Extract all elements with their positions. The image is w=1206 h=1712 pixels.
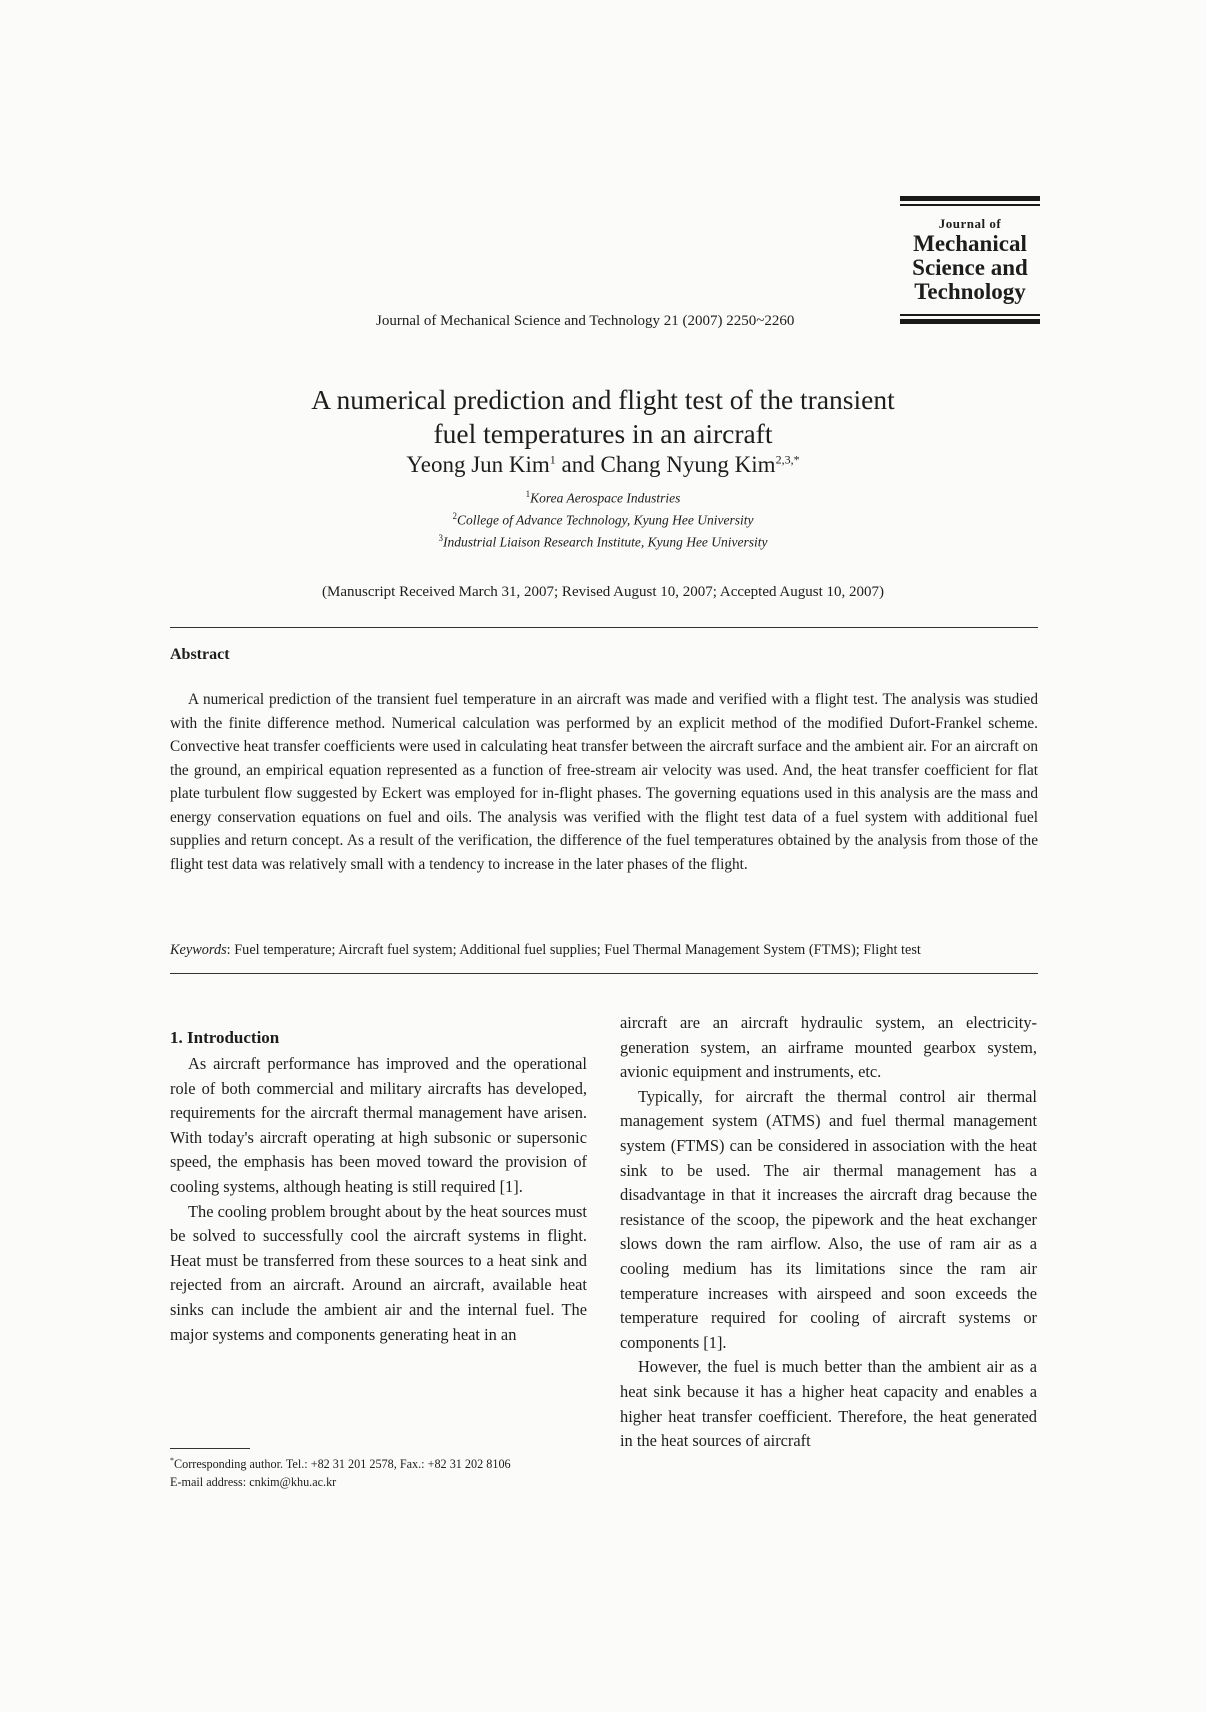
author-list [120,452,1086,478]
abstract-heading: Abstract [170,646,230,663]
logo-line-mechanical: Mechanical [913,231,1027,256]
manuscript-dates: (Manuscript Received March 31, 2007; Revised August 10, 2007; Accepted August 10, 2007) [322,584,884,600]
footnote [170,1452,587,1491]
affiliation-3 [120,533,1086,551]
affiliation-1 [120,489,1086,507]
affiliation-mark: 3 [438,533,443,543]
body-column-left [170,1052,587,1347]
logo-line-science: Science and [912,255,1028,280]
section-heading-introduction: 1. Introduction [170,1028,280,1047]
paragraph: However, the fuel is much better than the ambient air as a heat sink because it has a higher heat capacity and enables a higher heat transfer coefficient. Therefore, the heat generated in the heat sources of aircraft [620,1357,1037,1451]
affiliation-text: Industrial Liaison Research Institute, Kyung Hee University [442,534,768,550]
journal-logo [900,196,1040,324]
footnote-mark: * [170,1456,174,1465]
title-line-2: fuel temperatures in an aircraft [433,418,773,449]
paragraph: The cooling problem brought about by the heat sources must be solved to successfully cool the aircraft systems in flight. Heat must be transferred from these sources to a heat sink and rejected from an aircraft. Around an aircraft, available heat sinks can include the ambient air and the internal fuel. The major systems and components generating heat in an [170,1201,587,1344]
divider [170,973,1038,974]
keywords-text: : Fuel temperature; Aircraft fuel system; Additional fuel supplies; Fuel Thermal Management System (FTMS); Flight test [226,942,921,958]
affiliation-mark: 2 [452,511,457,521]
keywords-label: Keywords [170,942,227,958]
paragraph: Typically, for aircraft the thermal control air thermal management system (ATMS) and fuel thermal management system (FTMS) can be considered in association with the heat sink to be used. The air thermal management has a disadvantage in that it increases the aircraft drag because the resistance of the scoop, the pipework and the heat exchanger slows down the ram airflow. Also, the use of ram air as a cooling medium has its limitations since the ram air temperature increases with airspeed and soon exceeds the temperature required for cooling of aircraft systems or components [1]. [620,1086,1037,1352]
author-1: Yeong Jun Kim [406,452,550,477]
affiliation-mark: 1 [525,489,531,499]
paragraph-continuation: aircraft are an aircraft hydraulic system, an electricity-generation system, an airframe mounted gearbox system, avionic equipment and instruments, etc. [620,1013,1037,1082]
footnote-email: E-mail address: cnkim@khu.ac.kr [170,1475,337,1490]
divider [170,627,1038,628]
paragraph: As aircraft performance has improved and the operational role of both commercial and military aircrafts has developed, requirements for the aircraft thermal management have arisen. With today's aircraft operating at high subsonic or supersonic speed, the emphasis has been moved toward the provision of cooling systems, although heating is still required [1]. [170,1054,587,1196]
affiliation-text: Korea Aerospace Industries [530,490,681,506]
logo-rule [900,196,1040,201]
affiliation-2 [120,511,1086,529]
journal-citation-line: Journal of Mechanical Science and Technology 21 (2007) 2250~2260 [376,313,795,329]
title-line-1: A numerical prediction and flight test of the transient [311,384,895,415]
author-2: Chang Nyung Kim [600,452,776,477]
author-2-affiliation-mark: 2,3,* [775,452,800,467]
logo-rule [900,204,1040,206]
affiliation-text: College of Advance Technology, Kyung Hee University [456,512,754,528]
paper-title [120,383,1086,451]
abstract-body: A numerical prediction of the transient fuel temperature in an aircraft was made and verified with a flight test. The analysis was studied with the finite difference method. Numerical calculation was performed by an explicit method of the modified Dufort-Frankel scheme. Convective heat transfer coefficients were used in calculating heat transfer between the aircraft surface and the ambient air. For an aircraft on the ground, an empirical equation represented as a function of free-stream air velocity was used. And, the heat transfer coefficient for flat plate turbulent flow suggested by Eckert was employed for in-flight phases. The governing equations used in this analysis are the mass and energy conservation equations on fuel and oils. The analysis was verified with the flight test data of a fuel system with additional fuel supplies and return concept. As a result of the verification, the difference of the fuel temperatures obtained by the analysis from those of the flight test data was relatively small with a tendency to increase in the later phases of the flight. [170,691,1038,873]
logo-line-technology: Technology [914,279,1026,304]
logo-journal-of: Journal of [938,216,1002,231]
author-connector: and [555,452,601,477]
author-1-affiliation-mark: 1 [549,452,556,467]
footnote-contact: Corresponding author. Tel.: +82 31 201 2578, Fax.: +82 31 202 8106 [174,1457,511,1472]
logo-rule [900,314,1040,316]
keywords [170,940,1038,960]
footnote-rule [170,1448,250,1449]
logo-rule [900,319,1040,324]
body-column-right [620,1011,1037,1454]
